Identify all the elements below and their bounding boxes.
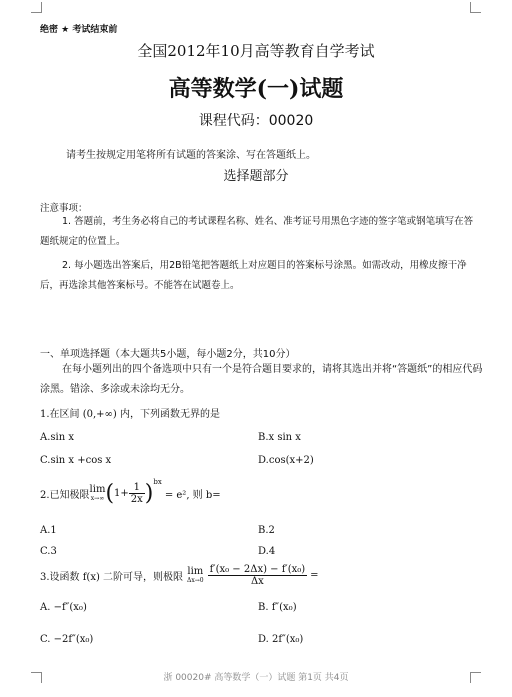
question-3-prefix: 3.设函数 f(x) 二阶可导，则极限 xyxy=(40,571,184,583)
question-2-suffix: = e², 则 b= xyxy=(164,489,221,501)
question-2-option-c: C.3 xyxy=(40,546,57,557)
question-3-suffix: = xyxy=(310,569,319,581)
limit-operator: lim xyxy=(89,484,106,495)
answer-instruction: 请考生按规定用笔将所有试题的答案涂、写在答题纸上。 xyxy=(66,150,316,161)
right-paren: ) xyxy=(144,480,154,506)
confidential-label: 绝密 ★ 考试结束前 xyxy=(40,25,118,35)
limit-subscript: x→∞ xyxy=(90,495,105,502)
fraction xyxy=(129,482,145,505)
course-code: 课程代码：00020 xyxy=(198,113,314,129)
limit-operator: lim xyxy=(187,566,204,577)
question-3-option-a: A. −f″(x₀) xyxy=(40,602,87,613)
note-item: 2. 每小题选出答案后，用2B铅笔把答题纸上对应题目的答案标号涂黑。如需改动，用橡皮擦干净后，再选涂其他答案标号。不能答在试题卷上。 xyxy=(40,260,467,291)
question-2-option-b: B.2 xyxy=(258,525,275,536)
question-1-stem: 1.在区间 (0,+∞) 内，下列函数无界的是 xyxy=(40,409,220,420)
limit-expression xyxy=(187,566,204,584)
fraction-numerator: f′(x₀ − 2Δx) − f′(x₀) xyxy=(209,563,306,575)
fraction-denominator: Δx xyxy=(250,575,264,587)
left-paren: ( xyxy=(105,480,115,506)
question-2-option-d: D.4 xyxy=(258,546,276,557)
exam-title: 全国2012年10月高等教育自学考试 xyxy=(137,42,375,60)
fraction-numerator: 1 xyxy=(129,482,145,494)
question-3-option-c: C. −2f″(x₀) xyxy=(40,634,94,645)
exponent: bx xyxy=(153,478,162,486)
notes-heading: 注意事项： xyxy=(40,203,88,214)
question-3-stem xyxy=(40,558,319,592)
question-3-option-b: B. f″(x₀) xyxy=(258,602,297,613)
part-description: 在每小题列出的四个备选项中只有一个是符合题目要求的，请将其选出并将“答题纸”的相应代码涂黑。错涂、多涂或未涂均无分。 xyxy=(40,364,483,395)
limit-subscript: Δx→0 xyxy=(187,577,204,584)
crop-mark-top-left xyxy=(31,2,42,13)
one-plus: 1+ xyxy=(114,487,129,499)
question-2-prefix: 2.已知极限 xyxy=(40,489,90,501)
note-item: 1. 答题前，考生务必将自己的考试课程名称、姓名、准考证号用黑色字迹的签字笔或钢笔填写在答题纸规定的位置上。 xyxy=(40,216,474,247)
crop-mark-top-right xyxy=(470,2,481,13)
part-heading: 一、单项选择题（本大题共5小题，每小题2分，共10分） xyxy=(40,349,296,360)
question-2-stem xyxy=(40,476,221,510)
question-3-option-d: D. 2f″(x₀) xyxy=(258,634,304,645)
fraction-denominator: 2x xyxy=(130,493,143,505)
question-1-option-c: C.sin x +cos x xyxy=(40,455,112,466)
question-1-option-b: B.x sin x xyxy=(258,432,301,443)
page-footer: 浙 00020# 高等数学（一）试题 第1页 共4页 xyxy=(163,673,349,683)
question-2-option-a: A.1 xyxy=(40,525,57,536)
subject-title: 高等数学(一)试题 xyxy=(168,76,344,102)
fraction xyxy=(208,564,308,587)
limit-expression xyxy=(90,484,106,502)
section-title: 选择题部分 xyxy=(223,169,289,184)
question-1-option-d: D.cos(x+2) xyxy=(258,455,314,466)
question-1-option-a: A.sin x xyxy=(40,432,74,443)
